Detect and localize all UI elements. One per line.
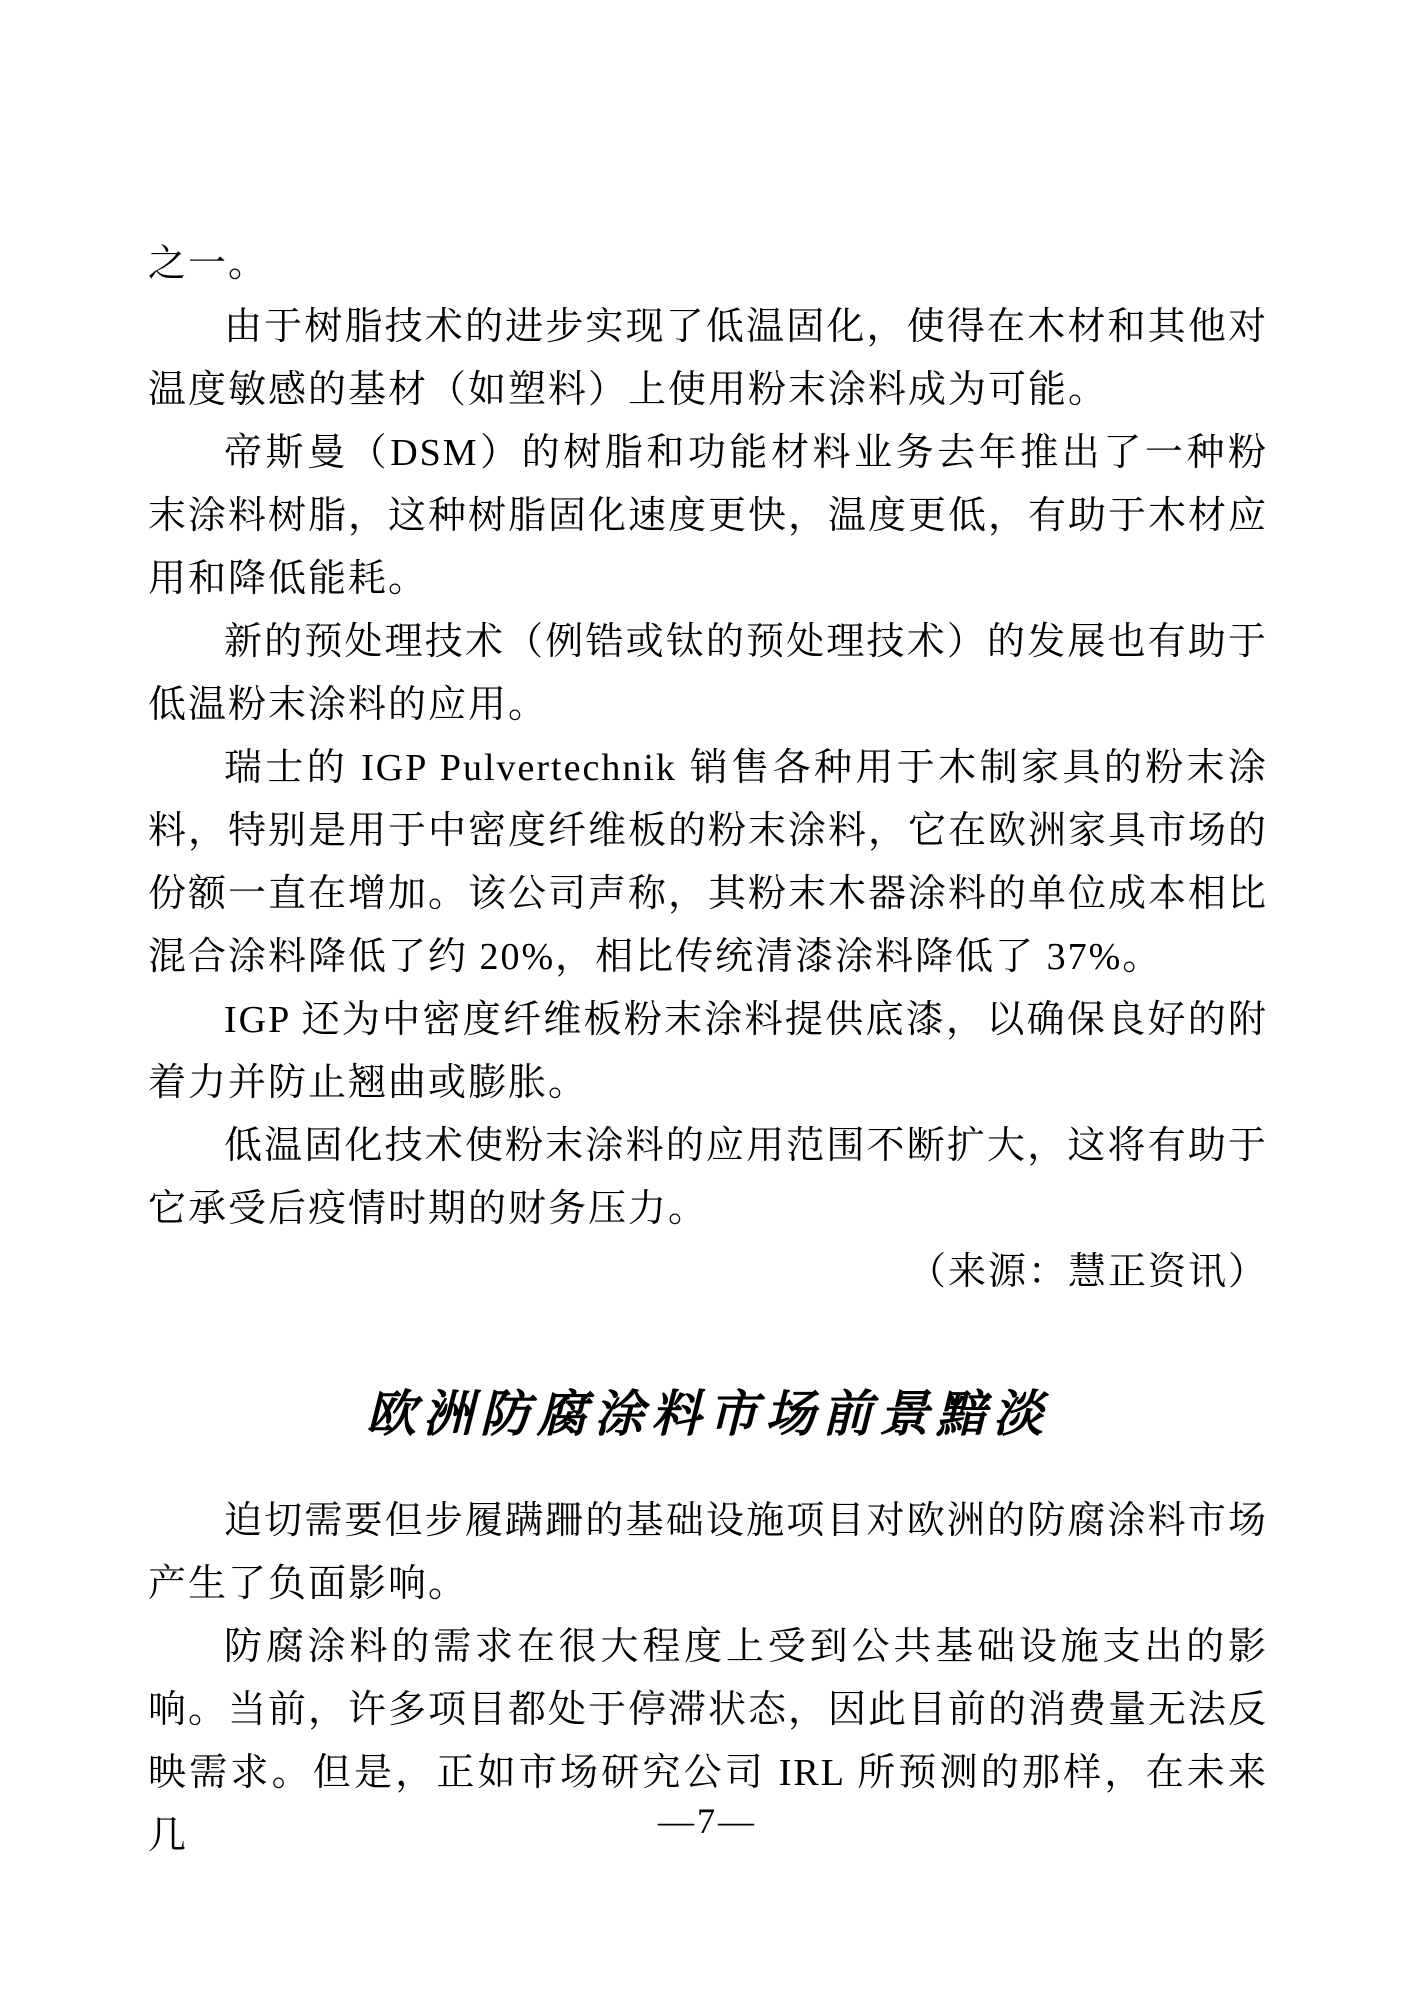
paragraph-resin-technology: 由于树脂技术的进步实现了低温固化，使得在木材和其他对温度敏感的基材（如塑料）上使用粉末涂料成为可能。 — [148, 306, 1268, 411]
page-number: —7— — [658, 1801, 757, 1841]
paragraph-dsm: 帝斯曼（DSM）的树脂和功能材料业务去年推出了一种粉末涂料树脂，这种树脂固化速度更快，温度更低，有助于木材应用和降低能耗。 — [148, 432, 1269, 600]
article-heading-calligraphy: 欧洲防腐涂料市场前景黯淡 — [366, 1386, 1050, 1442]
paragraph-anticorrosion-demand: 防腐涂料的需求在很大程度上受到公共基础设施支出的影响。当前，许多项目都处于停滞状态，因此目前的消费量无法反映需求。但是，正如市场研究公司 IRL 所预测的那样，在未来几 — [148, 1626, 1269, 1857]
paragraph-continuation: 之一。 — [148, 243, 269, 285]
paragraph-igp-primer: IGP 还为中密度纤维板粉末涂料提供底漆，以确保良好的附着力并防止翘曲或膨胀。 — [148, 999, 1268, 1104]
document-content — [148, 233, 1268, 1868]
paragraph-pretreatment: 新的预处理技术（例锆或钛的预处理技术）的发展也有助于低温粉末涂料的应用。 — [148, 621, 1268, 726]
paragraph-igp-pulvertechnik: 瑞士的 IGP Pulvertechnik 销售各种用于木制家具的粉末涂料，特别是用于中密度纤维板的粉末涂料，它在欧洲家具市场的份额一直在增加。该公司声称，其粉末木器涂料的单位成本相比混合涂料降低了约 20%，相比传统清漆涂料降低了 37%。 — [148, 747, 1269, 978]
source-attribution: （来源：慧正资讯） — [907, 1251, 1268, 1293]
paragraph-infrastructure-impact: 迫切需要但步履蹒跚的基础设施项目对欧洲的防腐涂料市场产生了负面影响。 — [148, 1500, 1268, 1605]
paragraph-low-temp-curing: 低温固化技术使粉末涂料的应用范围不断扩大，这将有助于它承受后疫情时期的财务压力。 — [148, 1125, 1268, 1230]
